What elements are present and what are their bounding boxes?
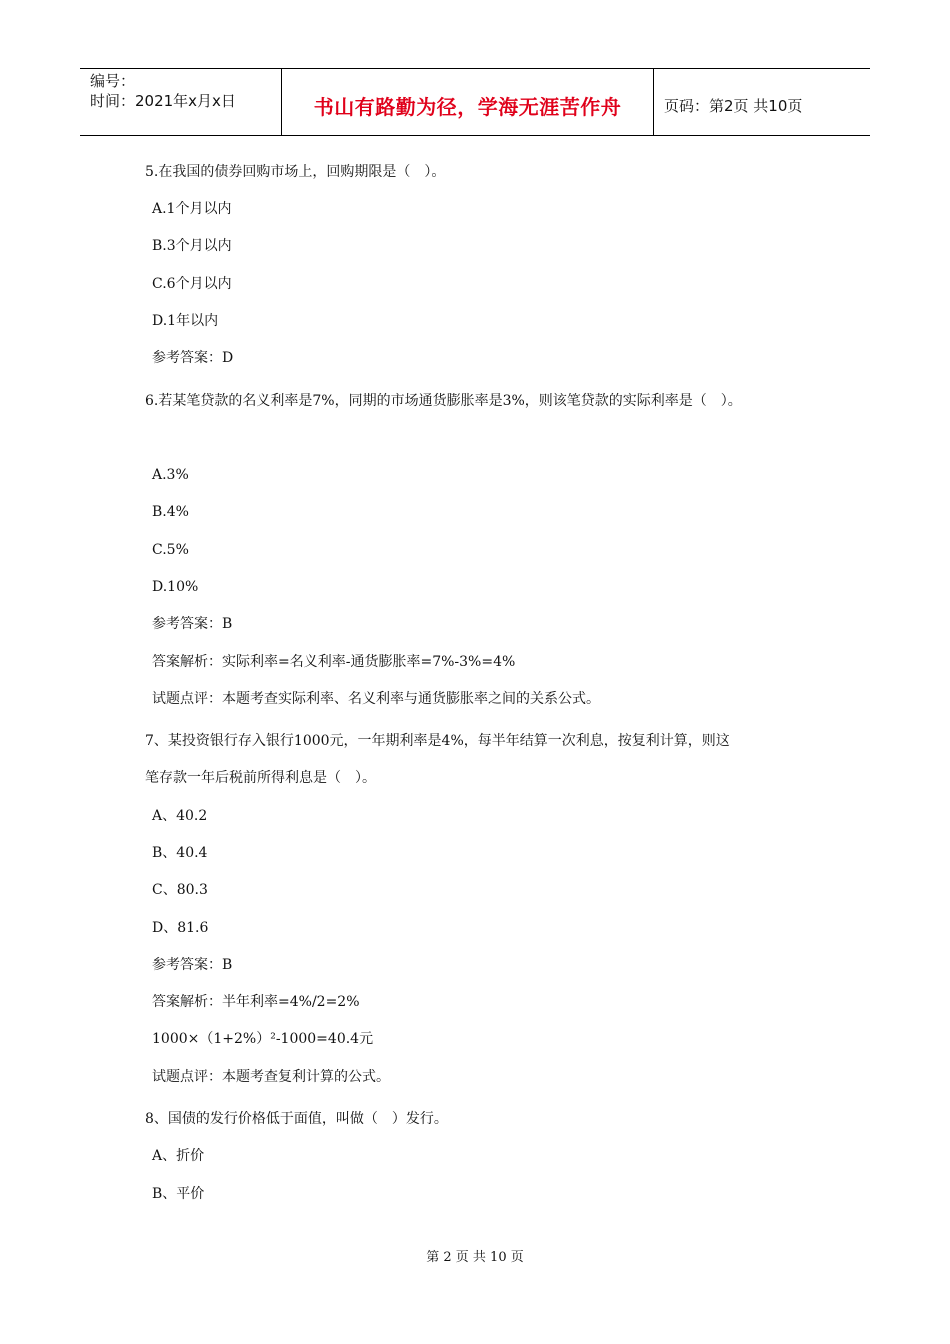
document-header [80, 68, 870, 136]
motto: 书山有路勤为径，学海无涯苦作舟 [313, 94, 622, 119]
option-line: B.3个月以内 [152, 238, 232, 254]
question-8: 8、国债的发行价格低于面值，叫做（ ）发行。 [145, 1111, 448, 1127]
option-line: B、平价 [152, 1186, 205, 1202]
page-footer [0, 1246, 950, 1265]
time-label: 时间：2021年x月x日 [90, 92, 236, 110]
answer-line: 参考答案：D [152, 350, 234, 366]
option-line: B.4% [152, 504, 189, 520]
option-line: A.3% [152, 467, 189, 483]
option-line: A、40.2 [152, 808, 208, 824]
answer-line: 参考答案：B [152, 616, 233, 632]
question-5: 5.在我国的债券回购市场上，回购期限是（ ）。 [145, 164, 446, 180]
option-line: C.6个月以内 [152, 276, 232, 292]
explanation-line: 答案解析：实际利率=名义利率-通货膨胀率=7%-3%=4% [152, 654, 516, 670]
page-code: 页码：第2页 共10页 [664, 96, 803, 115]
option-line: C.5% [152, 542, 189, 558]
header-motto-cell [282, 69, 654, 135]
answer-line: 参考答案：B [152, 957, 233, 973]
comment-line: 试题点评：本题考查复利计算的公式。 [152, 1069, 390, 1085]
header-meta [80, 69, 282, 135]
comment-line: 试题点评：本题考查实际利率、名义利率与通货膨胀率之间的关系公式。 [152, 691, 600, 707]
question-6: 6.若某笔贷款的名义利率是7%，同期的市场通货膨胀率是3%，则该笔贷款的实际利率是（ ）。 [145, 393, 742, 409]
footer-page-number: 第 2 页 共 10 页 [426, 1250, 524, 1265]
explanation-line: 答案解析：半年利率=4%/2=2% [152, 994, 360, 1010]
question-7-cont: 笔存款一年后税前所得利息是（ ）。 [145, 770, 376, 786]
question-7: 7、某投资银行存入银行1000元，一年期利率是4%，每半年结算一次利息，按复利计算，则这 [145, 733, 730, 749]
option-line: D、81.6 [152, 920, 209, 936]
option-line: D.1年以内 [152, 313, 219, 329]
formula-line: 1000×（1+2%）²-1000=40.4元 [152, 1031, 374, 1047]
option-line: D.10% [152, 579, 199, 595]
header-page-code-cell [654, 69, 870, 135]
option-line: A.1个月以内 [152, 201, 232, 217]
option-line: B、40.4 [152, 845, 208, 861]
option-line: A、折价 [152, 1148, 205, 1164]
number-label: 编号： [90, 72, 136, 90]
option-line: C、80.3 [152, 882, 208, 898]
